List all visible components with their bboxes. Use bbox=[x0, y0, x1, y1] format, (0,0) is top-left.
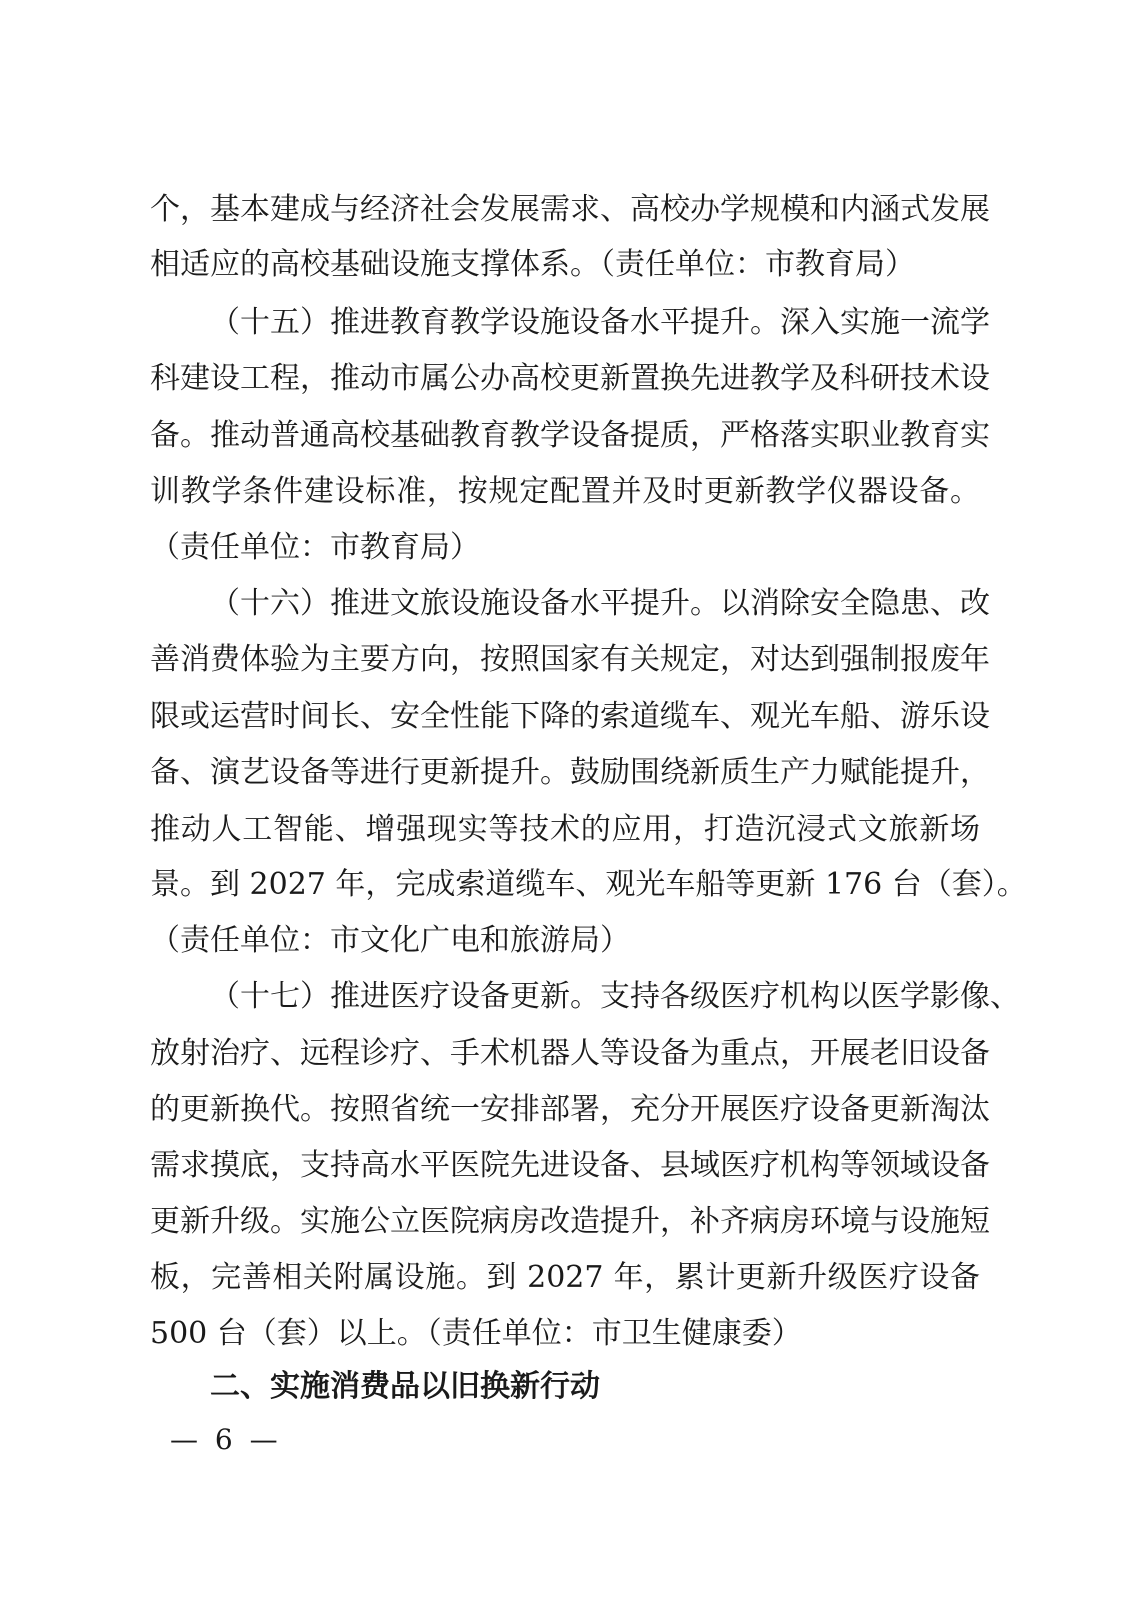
section-heading: 二、实施消费品以旧换新行动 bbox=[210, 1369, 600, 1404]
paragraph-line: 板，完善相关附属设施。到 2027 年，累计更新升级医疗设备 bbox=[150, 1260, 980, 1295]
responsibility-line: （责任单位：市文化广电和旅游局） bbox=[150, 923, 630, 958]
section-17-title-line: （十七）推进医疗设备更新。支持各级医疗机构以医学影像、 bbox=[210, 979, 1020, 1014]
section-15-title-line: （十五）推进教育教学设施设备水平提升。深入实施一流学 bbox=[210, 305, 990, 340]
paragraph-line: 善消费体验为主要方向，按照国家有关规定，对达到强制报废年 bbox=[150, 642, 990, 677]
paragraph-line: 放射治疗、远程诊疗、手术机器人等设备为重点，开展老旧设备 bbox=[150, 1036, 990, 1071]
paragraph-line: 限或运营时间长、安全性能下降的索道缆车、观光车船、游乐设 bbox=[150, 699, 990, 734]
paragraph-line: 的更新换代。按照省统一安排部署，充分开展医疗设备更新淘汰 bbox=[150, 1092, 990, 1127]
section-16-title-line: （十六）推进文旅设施设备水平提升。以消除安全隐患、改 bbox=[210, 586, 990, 621]
paragraph-line: 500 台（套）以上。（责任单位：市卫生健康委） bbox=[150, 1316, 802, 1351]
paragraph-line: 个，基本建成与经济社会发展需求、高校办学规模和内涵式发展 bbox=[150, 192, 990, 227]
paragraph-line: 相适应的高校基础设施支撑体系。（责任单位：市教育局） bbox=[150, 247, 915, 282]
paragraph-line: 推动人工智能、增强现实等技术的应用，打造沉浸式文旅新场 bbox=[150, 812, 980, 847]
paragraph-line: 训教学条件建设标准，按规定配置并及时更新教学仪器设备。 bbox=[150, 474, 980, 509]
paragraph-line: 备。推动普通高校基础教育教学设备提质，严格落实职业教育实 bbox=[150, 418, 990, 453]
paragraph-line: 备、演艺设备等进行更新提升。鼓励围绕新质生产力赋能提升， bbox=[150, 755, 990, 790]
paragraph-line: 更新升级。实施公立医院病房改造提升，补齐病房环境与设施短 bbox=[150, 1204, 990, 1239]
page-number: — 6 — bbox=[170, 1423, 282, 1456]
paragraph-line: 科建设工程，推动市属公办高校更新置换先进教学及科研技术设 bbox=[150, 361, 990, 396]
paragraph-line: 需求摸底，支持高水平医院先进设备、县域医疗机构等领域设备 bbox=[150, 1148, 990, 1183]
responsibility-line: （责任单位：市教育局） bbox=[150, 530, 480, 565]
paragraph-line: 景。到 2027 年，完成索道缆车、观光车船等更新 176 台（套）。 bbox=[150, 867, 1027, 902]
